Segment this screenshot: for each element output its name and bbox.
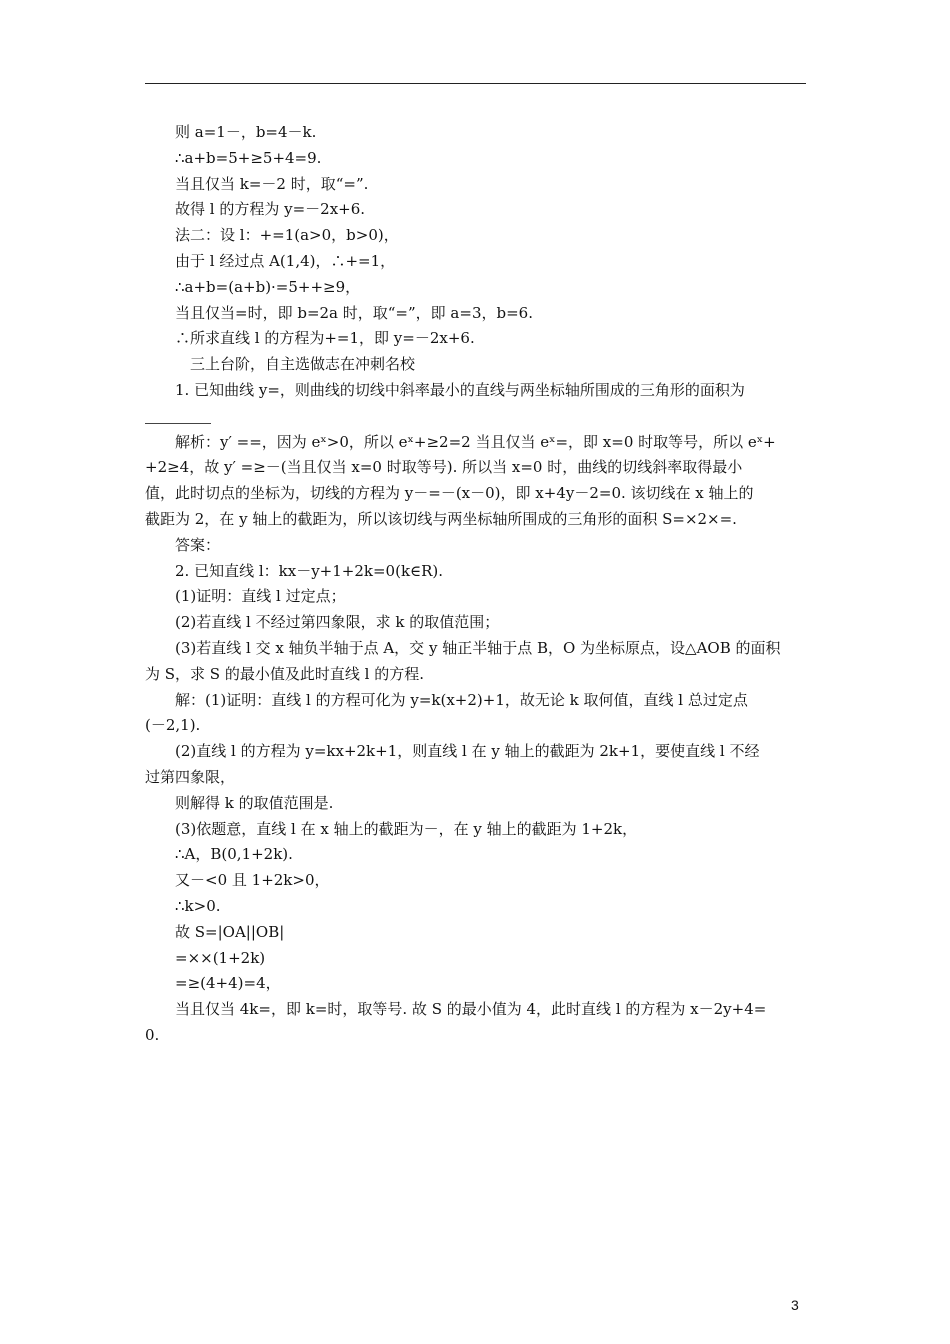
text-line: ∴a+b=(a+b)·=5++≥9， <box>175 277 361 296</box>
text-line: (2)若直线 l 不经过第四象限，求 k 的取值范围； <box>175 613 500 632</box>
text-line: +2≥4，故 y′ =≥－(当且仅当 x=0 时取等号). 所以当 x=0 时，曲线的切线斜率取得最小 <box>145 458 743 477</box>
text-line: 解：(1)证明：直线 l 的方程可化为 y=k(x+2)+1，故无论 k 取何值，直线 l 总过定点 <box>175 690 748 709</box>
text-line: 又－<0 且 1+2k>0， <box>175 871 330 890</box>
text-line: 2. 已知直线 l：kx－y+1+2k=0(k∈R). <box>175 561 444 580</box>
text-line: 故 S=|OA||OB| <box>175 922 285 941</box>
text-line: 答案： <box>175 535 221 554</box>
text-line: 0. <box>145 1025 160 1044</box>
text-line: (2)直线 l 的方程为 y=kx+2k+1，则直线 l 在 y 轴上的截距为 2k+1，要使直线 l 不经 <box>175 742 760 761</box>
header-rule <box>145 83 806 84</box>
text-line: ∴A，B(0,1+2k). <box>175 845 293 864</box>
text-line: 当且仅当=时，即 b=2a 时，取“=”，即 a=3，b=6. <box>175 303 533 322</box>
text-line: 为 S，求 S 的最小值及此时直线 l 的方程. <box>145 664 424 683</box>
text-line: 当且仅当 4k=，即 k=时，取等号. 故 S 的最小值为 4，此时直线 l 的方程为 x－2y+4= <box>175 1000 767 1019</box>
text-line: =××(1+2k) <box>175 948 266 967</box>
text-line: 法二：设 l：+=1(a>0，b>0)， <box>175 226 399 245</box>
text-line: 值，此时切点的坐标为，切线的方程为 y－=－(x－0)，即 x+4y－2=0. 该切线在 x 轴上的 <box>145 484 754 503</box>
text-line: ∴所求直线 l 的方程为+=1，即 y=－2x+6. <box>175 329 475 348</box>
page-number: 3 <box>791 1297 799 1313</box>
text-line: (1)证明：直线 l 过定点； <box>175 587 346 606</box>
text-line: 三上台阶，自主选做志在冲刺名校 <box>190 355 416 374</box>
text-line: (3)依题意，直线 l 在 x 轴上的截距为－，在 y 轴上的截距为 1+2k， <box>175 819 638 838</box>
text-line: 当且仅当 k=－2 时，取“=”. <box>175 174 369 193</box>
text-line: 截距为 2，在 y 轴上的截距为，所以该切线与两坐标轴所围成的三角形的面积 S=×2×=. <box>145 509 737 528</box>
text-line: 则解得 k 的取值范围是. <box>175 793 334 812</box>
text-line: 由于 l 经过点 A(1,4)，∴+=1， <box>175 251 396 270</box>
document-body <box>145 120 810 1049</box>
text-line: ∴k>0. <box>175 896 221 915</box>
answer-blank <box>145 409 211 424</box>
text-line: 故得 l 的方程为 y=－2x+6. <box>175 200 366 219</box>
text-line: =≥(4+4)=4， <box>175 974 281 993</box>
text-line: 则 a=1－，b=4－k. <box>175 123 317 141</box>
answer-blank-line <box>145 404 810 430</box>
text-line: 1. 已知曲线 y=，则曲线的切线中斜率最小的直线与两坐标轴所围成的三角形的面积为 <box>175 380 745 399</box>
text-line: 过第四象限， <box>145 767 236 786</box>
text-line: (－2,1). <box>145 716 201 735</box>
text-line: 解析：y′ ==，因为 eˣ>0，所以 eˣ+≥2=2 当且仅当 eˣ=，即 x=0 时取等号，所以 eˣ+ <box>175 432 776 451</box>
text-line: ∴a+b=5+≥5+4=9. <box>175 148 322 167</box>
text-line: (3)若直线 l 交 x 轴负半轴于点 A，交 y 轴正半轴于点 B，O 为坐标原点，设△AOB 的面积 <box>175 638 781 657</box>
